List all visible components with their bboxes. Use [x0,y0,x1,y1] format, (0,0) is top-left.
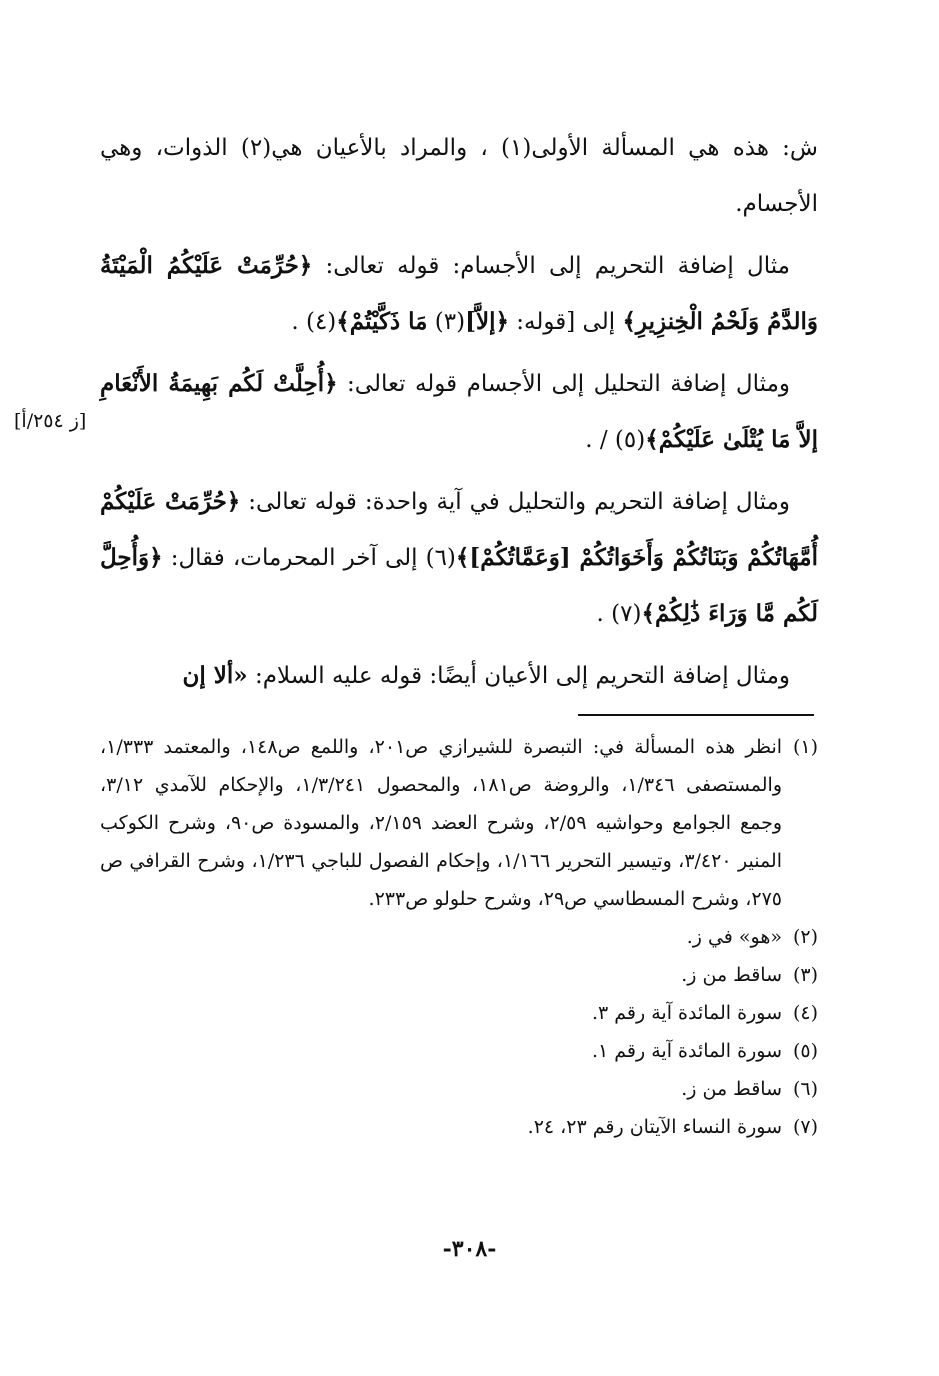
footnote-number: (١) [792,736,818,758]
paragraph-text: ومثال إضافة التحريم إلى الأعيان أيضًا: قوله عليه السلام: [247,663,790,689]
footnote-marker: (٣) [427,309,466,335]
paragraph-text: (٦) إلى آخر المحرمات، فقال: [162,545,456,571]
footnote-1 [100,728,818,918]
manuscript-margin-reference: [ز ٢٥٤/أ] [14,410,87,432]
paragraph-text: إلى [قوله: [509,309,623,335]
footnote-text: ساقط من ز. [681,1078,782,1100]
quran-quote: ﴿وَأُحِلَّ لَكُم مَّا وَرَاءَ ذَٰلِكُمْ﴾ [100,544,818,627]
footnotes [100,728,818,1146]
paragraph-1 [100,120,818,232]
footnote-5 [100,1032,818,1070]
paragraph-text: مثال إضافة التحريم إلى الأجسام: قوله تعالى: [312,253,791,279]
paragraph-text: ش: هذه هي المسألة الأولى(١) ، والمراد بالأعيان هي(٢) الذوات، وهي الأجسام. [100,135,818,217]
main-text [100,120,818,710]
paragraph-text: ومثال إضافة التحليل إلى الأجسام قوله تعالى: [337,371,790,397]
footnote-marker: (٥) / . [585,427,646,453]
footnote-7 [100,1108,818,1146]
paragraph-text: ومثال إضافة التحريم والتحليل في آية واحدة: قوله تعالى: [240,489,790,515]
footnote-4 [100,994,818,1032]
quran-quote: ﴿حُرِّمَتْ عَلَيْكُمْ أُمَّهَاتُكُمْ وَبَنَاتُكُمْ وَأَخَوَاتُكُمْ [وَعَمَّاتُكُمْ]﴾ [100,488,818,571]
footnote-number: (٢) [792,926,818,948]
footnote-text: انظر هذه المسألة في: التبصرة للشيرازي ص٢٠١، واللمع ص١٤٨، والمعتمد ١/٣٣٣، والمستصفى ١/٣٤٦، والروضة ص١٨١، والمحصول ١/٣/٢٤١، والإحكام للآمدي ٣/١٢، وجمع الجوامع وحواشيه ٢/٥٩، وشرح العضد ٢/١٥٩، والمسودة ص٩٠، وشرح الكوكب المنير ٣/٤٢٠، وتيسير التحرير ١/١٦٦، وإحكام الفصول للباجي ١/٢٣٦، وشرح القرافي ص ٢٧٥، وشرح المسطاسي ص٢٩، وشرح حلولو ص٢٣٣. [100,736,783,910]
footnote-divider [578,714,814,716]
footnote-text: سورة المائدة آية رقم ١. [591,1040,782,1062]
footnote-number: (٥) [792,1040,818,1062]
paragraph-2 [100,238,818,350]
footnote-6 [100,1070,818,1108]
footnote-text: ساقط من ز. [681,964,782,986]
footnote-number: (٧) [792,1116,818,1138]
hadith-quote: «ألا إن [182,662,248,689]
footnote-3 [100,956,818,994]
page-number: -٣٠٨- [442,1236,497,1262]
footnote-number: (٦) [792,1078,818,1100]
footnote-number: (٤) [792,1002,818,1024]
paragraph-4 [100,474,818,642]
quran-quote: ﴿أُحِلَّتْ لَكُم بَهِيمَةُ الأَنْعَامِ إلاَّ مَا يُتْلَىٰ عَلَيْكُمْ﴾ [100,370,818,453]
footnote-marker: (٧) . [596,601,642,627]
paragraph-3 [100,356,818,468]
footnote-text: «هو» في ز. [686,926,782,948]
footnote-number: (٣) [792,964,818,986]
quran-quote: ﴿حُرِّمَتْ عَلَيْكُمُ الْمَيْتَةُ وَالدَّمُ وَلَحْمُ الْخِنزِيرِ﴾ [100,252,818,335]
footnote-text: سورة النساء الآيتان رقم ٢٣، ٢٤. [527,1116,782,1138]
footnote-marker: (٤) . [291,309,337,335]
quran-quote: ﴿إلاَّ] [465,308,509,335]
quran-quote: مَا ذَكَّيْتُمْ﴾ [336,308,428,335]
footnote-text: سورة المائدة آية رقم ٣. [591,1002,782,1024]
footnote-2 [100,918,818,956]
paragraph-5 [100,648,818,704]
